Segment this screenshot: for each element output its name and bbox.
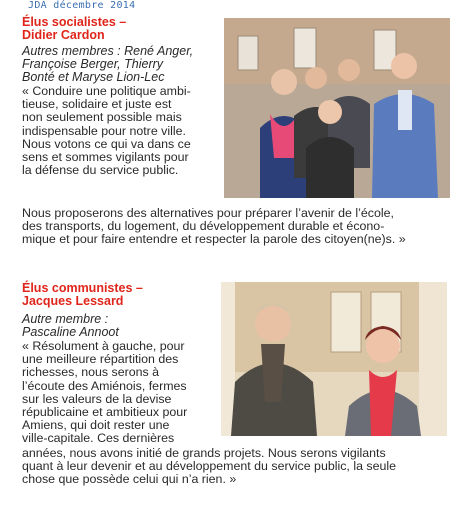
group-photo — [224, 18, 450, 198]
quote-line: « Résolument à gauche, pour — [22, 339, 185, 353]
quote-line: ville-capitale. Ces dernières — [22, 431, 175, 446]
title-line-2: Didier Cardon — [22, 28, 105, 42]
quote-line: une meilleure répartition des — [22, 352, 179, 367]
quote-line: tieuse, solidaire et juste est — [22, 97, 172, 112]
section-title — [22, 16, 126, 42]
title-line-1: Élus communistes – — [22, 281, 143, 295]
quote-line: la défense du service public. — [22, 163, 179, 178]
quote-line: mique et pour faire entendre et respecter la parole des citoyen(ne)s. » — [22, 232, 406, 247]
title-line-2: Jacques Lessard — [22, 294, 124, 308]
members-line: Autre membre : — [22, 312, 109, 326]
quote-line: Amiens, qui doit rester une — [22, 418, 170, 433]
section-title — [22, 282, 143, 308]
section-socialistes — [0, 14, 455, 258]
quote-continuation — [22, 447, 448, 487]
quote-line: sens et sommes vigilants pour — [22, 150, 189, 165]
quote-line: républicaine et ambitieux pour — [22, 405, 188, 420]
quote-line: « Conduire une politique ambi- — [22, 84, 191, 98]
members-line: Pascaline Annoot — [22, 325, 119, 339]
quote-line: années, nous avons initié de grands projets. Nous serons vigilants — [22, 446, 386, 460]
other-members — [22, 45, 193, 84]
quote-block — [22, 340, 208, 446]
quote-line: chose que possède celui qui n’a rien. » — [22, 472, 237, 487]
quote-line: indispensable pour notre ville. — [22, 123, 186, 138]
quote-line: Nous proposerons des alternatives pour préparer l’avenir de l’école, — [22, 206, 394, 220]
quote-line: non seulement possible mais — [22, 110, 182, 125]
quote-line: des transports, du logement, du développement durable et écono- — [22, 219, 385, 234]
quote-line: l’écoute des Amiénois, fermes — [22, 378, 187, 393]
issue-header: JDA décembre 2014 — [28, 0, 136, 11]
quote-line: sur les valeurs de la devise — [22, 391, 172, 406]
quote-line: richesses, nous serons à — [22, 365, 160, 380]
quote-line: quant à leur devenir et au développement du service public, la seule — [22, 459, 397, 474]
other-members — [22, 313, 119, 339]
quote-line: Nous votons ce qui va dans ce — [22, 136, 191, 151]
quote-continuation — [22, 207, 450, 247]
quote-block — [22, 85, 214, 177]
members-line: Bonté et Maryse Lion-Lec — [22, 70, 165, 84]
duo-photo — [221, 282, 447, 436]
section-communistes — [0, 280, 455, 520]
members-line: Autres membres : René Anger, — [22, 44, 194, 58]
members-line: Françoise Berger, Thierry — [22, 57, 164, 71]
title-line-1: Élus socialistes – — [22, 15, 127, 29]
